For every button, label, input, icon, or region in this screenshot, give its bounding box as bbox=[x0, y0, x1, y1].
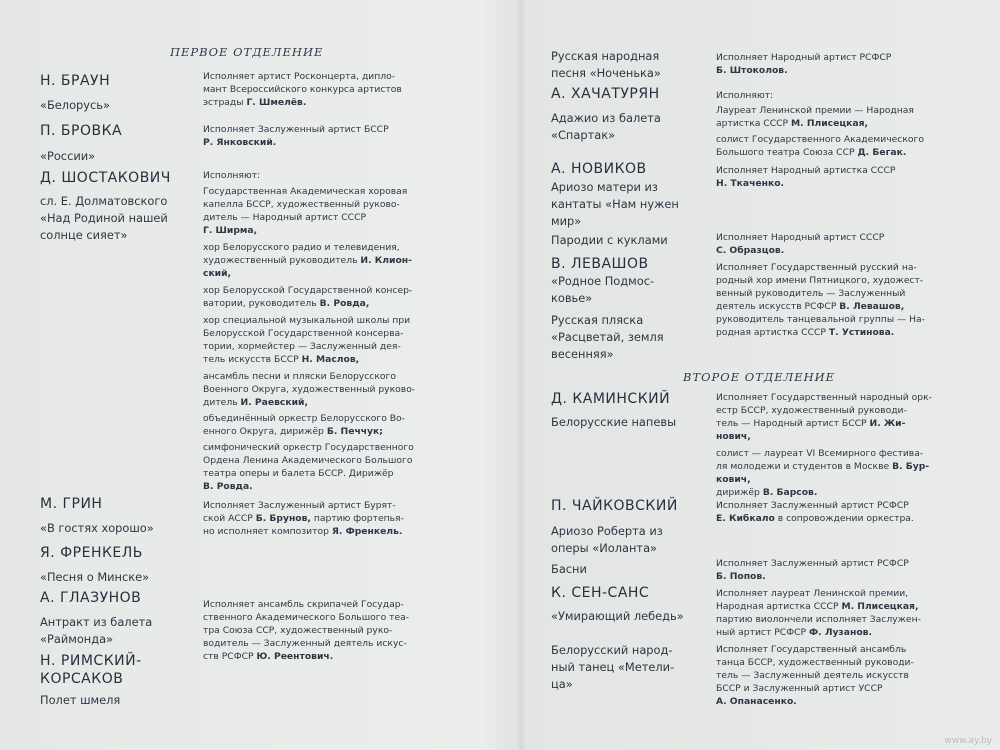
perf-levashov-6: родная артистка СССР Т. Устинова. bbox=[716, 327, 895, 338]
perf-shost-17: объединённый оркестр Белорусского Во- bbox=[203, 413, 405, 424]
perf-kaminsky-4: нович, bbox=[716, 431, 751, 442]
perf-metel-5: А. Опанасенко. bbox=[716, 696, 797, 707]
perf-braun-2: мант Всероссийского конкурса артистов bbox=[203, 84, 402, 95]
work-pesnya-minske: «Песня о Минске» bbox=[40, 570, 150, 584]
perf-kaminsky-8: дирижёр В. Барсов. bbox=[716, 487, 818, 498]
perf-novikov-1: Исполняет Народный артистка СССР bbox=[716, 165, 896, 176]
perf-shost-11: Белорусской Государственной консерва- bbox=[203, 328, 404, 339]
perf-metel-1: Исполняет Государственный ансамбль bbox=[716, 644, 907, 655]
perf-shost-13: тель искусств БССР Н. Маслов, bbox=[203, 354, 360, 365]
perf-kaminsky-5: солист — лауреат VI Всемирного фестива- bbox=[716, 448, 924, 459]
perf-glazunov-2: ственного Академического Большого теа- bbox=[203, 612, 410, 623]
perf-noch-2: Б. Штоколов. bbox=[716, 65, 788, 76]
composer-kaminsky: Д. КАМИНСКИЙ bbox=[551, 391, 671, 407]
work-noch-2: песня «Ноченька» bbox=[551, 66, 661, 80]
composer-glazunov: А. ГЛАЗУНОВ bbox=[40, 590, 142, 606]
perf-grin-3: но исполняет композитор Я. Френкель. bbox=[203, 526, 403, 537]
perf-khach-1: Лауреат Ленинской премии — Народная bbox=[716, 105, 914, 116]
composer-shostakovich: Д. ШОСТАКОВИЧ bbox=[40, 170, 171, 186]
perf-shost-12: тории, хормейстер — Заслуженный дея- bbox=[203, 341, 401, 352]
work-v-gostyakh: «В гостях хорошо» bbox=[40, 521, 154, 535]
perf-kaminsky-1: Исполняет Государственный народный орк- bbox=[716, 392, 932, 403]
work-belorus: «Белорусь» bbox=[40, 98, 110, 112]
perf-basni-1: Исполняет Заслуженный артист РСФСР bbox=[716, 558, 909, 569]
perf-shost-8: хор Белорусской Государственной консер- bbox=[203, 285, 413, 296]
work-arioso-2: кантаты «Нам нужен bbox=[551, 197, 679, 211]
perf-kaminsky-3: тель — Народный артист БССР И. Жи- bbox=[716, 418, 906, 429]
work-parodii: Пародии с куклами bbox=[551, 233, 668, 247]
perf-kaminsky-7: кович, bbox=[716, 474, 751, 485]
work-shost-3: солнце сияет» bbox=[40, 228, 128, 242]
work-basni: Басни bbox=[551, 562, 587, 576]
work-shost-1: сл. Е. Долматовского bbox=[40, 194, 168, 208]
perf-kaminsky-2: естр БССР, художественный руководи- bbox=[716, 405, 907, 416]
perf-grin-1: Исполняет Заслуженный артист Бурят- bbox=[203, 500, 396, 511]
page-fold bbox=[516, 0, 526, 750]
work-podmosk-1: «Родное Подмос- bbox=[551, 274, 655, 288]
section-title-first: ПЕРВОЕ ОТДЕЛЕНИЕ bbox=[170, 45, 324, 59]
perf-glazunov-4: водитель — Заслуженный деятель искус- bbox=[203, 638, 407, 649]
perf-levashov-3: венный руководитель — Заслуженный bbox=[716, 288, 906, 299]
perf-shost-19: симфонический оркестр Государственного bbox=[203, 442, 414, 453]
perf-shost-16: дитель И. Раевский, bbox=[203, 397, 308, 408]
watermark: www.ay.by bbox=[944, 736, 992, 746]
perf-metel-2: танца БССР, художественный руководи- bbox=[716, 657, 914, 668]
perf-grin-2: ской АССР Б. Брунов, партию фортепья- bbox=[203, 513, 404, 524]
work-polet: Полет шмеля bbox=[40, 693, 121, 707]
work-plyaska-2: «Расцветай, земля bbox=[551, 330, 664, 344]
perf-shost-18: енного Округа, дирижёр Б. Печчук; bbox=[203, 426, 383, 437]
perf-saens-3: партию виолончели исполняет Заслужен- bbox=[716, 614, 921, 625]
perf-shost-22: В. Ровда. bbox=[203, 481, 253, 492]
perf-saens-1: Исполняет лауреат Ленинской премии, bbox=[716, 588, 909, 599]
perf-kaminsky-6: ля молодежи и студентов в Москве В. Бур- bbox=[716, 461, 930, 472]
composer-tchaikovsky: П. ЧАЙКОВСКИЙ bbox=[551, 498, 678, 514]
work-noch-1: Русская народная bbox=[551, 49, 660, 63]
perf-braun-3: эстрады Г. Шмелёв. bbox=[203, 97, 307, 108]
work-metel-2: ный танец «Метели- bbox=[551, 660, 675, 674]
work-adazhio-2: «Спартак» bbox=[551, 128, 616, 142]
perf-brovka-1: Исполняет Заслуженный артист БССР bbox=[203, 124, 389, 135]
composer-brovka: П. БРОВКА bbox=[40, 123, 123, 139]
work-arioso-3: мир» bbox=[551, 214, 582, 228]
work-arioso-1: Ариозо матери из bbox=[551, 180, 658, 194]
perf-levashov-2: родный хор имени Пятницкого, художест- bbox=[716, 275, 924, 286]
perf-glazunov-3: тра Союза ССР, художественный руко- bbox=[203, 625, 393, 636]
perf-shost-5: хор Белорусского радио и телевидения, bbox=[203, 242, 400, 253]
composer-novikov: А. НОВИКОВ bbox=[551, 161, 647, 177]
perf-saens-2: Народная артистка СССР М. Плисецкая, bbox=[716, 601, 919, 612]
perf-tchaik-2: Е. Кибкало в сопровождении оркестра. bbox=[716, 513, 914, 524]
perf-khach-label: Исполняют: bbox=[716, 90, 774, 101]
work-antrakt-1: Антракт из балета bbox=[40, 615, 153, 629]
perf-brovka-2: Р. Янковский. bbox=[203, 137, 277, 148]
perf-shost-label: Исполняют: bbox=[203, 170, 261, 181]
composer-khachaturyan: А. ХАЧАТУРЯН bbox=[551, 86, 660, 102]
perf-glazunov-5: ств РСФСР Ю. Реентович. bbox=[203, 651, 334, 662]
perf-shost-2: капелла БССР, художественный руково- bbox=[203, 199, 400, 210]
work-podmosk-2: ковье» bbox=[551, 291, 593, 305]
perf-shost-10: хор специальной музыкальной школы при bbox=[203, 315, 411, 326]
perf-levashov-5: руководитель танцевальной группы — На- bbox=[716, 314, 926, 325]
work-robert-2: оперы «Иоланта» bbox=[551, 541, 658, 555]
perf-saens-4: ный артист РСФСР Ф. Лузанов. bbox=[716, 627, 872, 638]
work-antrakt-2: «Раймонда» bbox=[40, 632, 114, 646]
work-robert-1: Ариозо Роберта из bbox=[551, 524, 663, 538]
perf-basni-2: Б. Попов. bbox=[716, 571, 766, 582]
composer-frenkel: Я. ФРЕНКЕЛЬ bbox=[40, 545, 143, 561]
perf-khach-3: солист Государственного Академического bbox=[716, 134, 924, 145]
perf-braun-1: Исполняет артист Росконцерта, дипло- bbox=[203, 71, 396, 82]
perf-shost-9: ватории, руководитель В. Ровда, bbox=[203, 298, 370, 309]
perf-glazunov-1: Исполняет ансамбль скрипачей Государ- bbox=[203, 599, 404, 610]
perf-parodii-2: С. Образцов. bbox=[716, 245, 785, 256]
perf-shost-7: ский, bbox=[203, 268, 232, 279]
perf-shost-6: художественный руководитель И. Клион- bbox=[203, 255, 412, 266]
composer-rimsky-1: Н. РИМСКИЙ- bbox=[40, 653, 142, 669]
work-adazhio-1: Адажио из балета bbox=[551, 111, 661, 125]
perf-shost-21: театра оперы и балета БССР. Дирижёр bbox=[203, 468, 394, 479]
composer-grin: М. ГРИН bbox=[40, 496, 103, 512]
perf-shost-1: Государственная Академическая хоровая bbox=[203, 186, 408, 197]
work-rossii: «России» bbox=[40, 149, 96, 163]
perf-metel-3: тель — Заслуженный деятель искусств bbox=[716, 670, 909, 681]
perf-novikov-2: Н. Ткаченко. bbox=[716, 178, 785, 189]
perf-parodii-1: Исполняет Народный артист СССР bbox=[716, 232, 885, 243]
work-belor-napevy: Белорусские напевы bbox=[551, 415, 677, 429]
perf-shost-20: Ордена Ленина Академического Большого bbox=[203, 455, 413, 466]
work-plyaska-1: Русская пляска bbox=[551, 313, 644, 327]
perf-noch-1: Исполняет Народный артист РСФСР bbox=[716, 52, 892, 63]
section-title-second: ВТОРОЕ ОТДЕЛЕНИЕ bbox=[683, 370, 836, 384]
composer-saint-saens: К. СЕН-САНС bbox=[551, 585, 650, 601]
perf-tchaik-1: Исполняет Заслуженный артист РСФСР bbox=[716, 500, 909, 511]
work-plyaska-3: весенняя» bbox=[551, 347, 614, 361]
perf-shost-4: Г. Ширма, bbox=[203, 225, 258, 236]
perf-levashov-1: Исполняет Государственный русский на- bbox=[716, 262, 917, 273]
composer-rimsky-2: КОРСАКОВ bbox=[40, 671, 124, 687]
perf-khach-4: Большого театра Союза ССР Д. Бегак. bbox=[716, 147, 907, 158]
perf-shost-14: ансамбль песни и пляски Белорусского bbox=[203, 371, 396, 382]
work-metel-3: ца» bbox=[551, 677, 573, 691]
composer-braun: Н. БРАУН bbox=[40, 73, 111, 89]
perf-khach-2: артистка СССР М. Плисецкая, bbox=[716, 118, 868, 129]
work-metel-1: Белорусский народ- bbox=[551, 643, 673, 657]
perf-metel-4: БССР и Заслуженный артист УССР bbox=[716, 683, 883, 694]
perf-levashov-4: деятель искусств РСФСР В. Левашов, bbox=[716, 301, 905, 312]
perf-shost-15: Военного Округа, художественный руково- bbox=[203, 384, 416, 395]
composer-levashov: В. ЛЕВАШОВ bbox=[551, 256, 649, 272]
work-shost-2: «Над Родиной нашей bbox=[40, 211, 168, 225]
work-lebed: «Умирающий лебедь» bbox=[551, 609, 684, 623]
perf-shost-3: дитель — Народный артист СССР bbox=[203, 212, 367, 223]
